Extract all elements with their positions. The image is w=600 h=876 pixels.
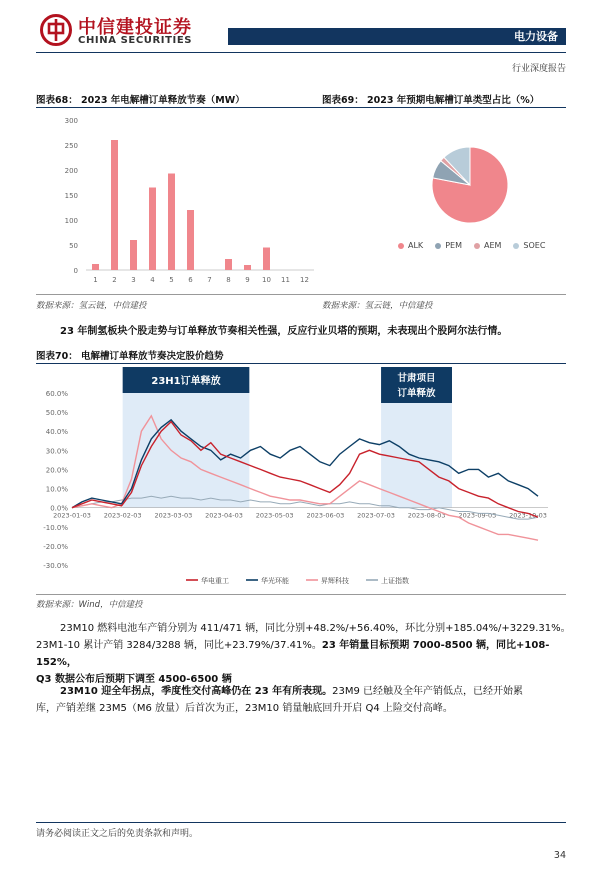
- legend-label: 华光环能: [261, 577, 289, 585]
- bar-10: [263, 248, 270, 271]
- line-xtick-label: 2023-02-03: [103, 511, 142, 520]
- paragraph-1: 23 年制氢板块个股走势与订单释放节奏相关性强，反应行业贝塔的预期，未表现出个股阿尔法行情。: [60, 326, 508, 337]
- footer-disclaimer: 请务必阅读正文之后的免责条款和声明。: [36, 829, 199, 839]
- bar-6: [187, 210, 194, 270]
- bar-ytick-label: 0: [73, 267, 78, 275]
- highlight-label-2-line2: 订单释放: [397, 388, 436, 399]
- paragraph-2-line3-bold: Q3 数据公布后预期下调至 4500-6500 辆: [36, 674, 232, 685]
- line-ytick-label: -20.0%: [43, 542, 68, 551]
- bar-3: [130, 240, 137, 270]
- fig-title-rule: [36, 107, 566, 108]
- company-name-en: CHINA SECURITIES: [78, 35, 193, 46]
- bar-2: [111, 140, 118, 270]
- legend-label: 上证指数: [381, 577, 409, 585]
- fig69-legend: [398, 241, 545, 250]
- bar-xtick-label: 2: [112, 276, 117, 284]
- line-xtick-label: 2023-05-03: [255, 511, 294, 520]
- report-type: 行业深度报告: [511, 64, 566, 74]
- company-name-cn: 中信建投证券: [78, 17, 192, 38]
- legend-label: 昇辉科技: [321, 577, 349, 585]
- bar-xtick-label: 12: [300, 276, 309, 284]
- bar-xtick-label: 6: [188, 276, 193, 284]
- paragraph-3-line2: 库，产销差继 23M5（M6 放量）后首次为正，23M10 销量触底回升开启 Q4 上险交付高峰。: [36, 703, 453, 714]
- paragraph-2-line1: 23M10 燃料电池车产销分别为 411/471 辆，同比分别+48.2%/+56.40%，环比分别+185.04%/+3229.31%。: [60, 623, 571, 634]
- line-xtick-label: 2023-08-03: [407, 511, 446, 520]
- pie-legend-item: [474, 241, 501, 250]
- line-xtick-label: 2023-06-03: [306, 511, 345, 520]
- legend-dot-icon: [398, 243, 404, 249]
- bar-4: [149, 188, 156, 271]
- legend-dot-icon: [435, 243, 441, 249]
- line-ytick-label: 0.0%: [50, 504, 68, 513]
- fig68-source: 数据来源：氢云链，中信建投: [36, 301, 147, 311]
- line-ytick-label: -30.0%: [43, 562, 68, 570]
- line-xtick-label: 2023-10-03: [509, 511, 547, 520]
- bar-9: [244, 265, 251, 270]
- bar-xtick-label: 8: [226, 276, 231, 284]
- fig68-title: 图表68： 2023 年电解槽订单释放节奏（MW）: [36, 95, 245, 106]
- bar-ytick-label: 100: [64, 217, 78, 225]
- paragraph-2-line2-bold: 23 年销量目标预期 7000-8500 辆，同比+108-152%，: [36, 640, 550, 668]
- paragraph-3: [36, 683, 576, 717]
- pie-legend-item: [513, 241, 545, 250]
- pie-legend-label: ALK: [408, 241, 424, 250]
- bar-xtick-label: 4: [150, 276, 155, 284]
- fig69-source: 数据来源：氢云链，中信建投: [322, 301, 433, 311]
- page-number: 34: [553, 850, 566, 861]
- header-rule: [36, 52, 566, 53]
- pie-legend-label: SOEC: [523, 241, 546, 250]
- pie-legend-label: AEM: [483, 241, 502, 250]
- bar-1: [92, 264, 99, 270]
- paragraph-3-line1-normal: 23M9 已经触及全年产销低点，已经开始累: [332, 686, 524, 697]
- fig70-bottom-rule: [36, 594, 566, 595]
- paragraph-2: [36, 620, 576, 688]
- bar-ytick-label: 250: [64, 142, 78, 150]
- legend-dot-icon: [513, 243, 519, 249]
- legend-label: 华电重工: [201, 577, 229, 585]
- fig68-bar-chart: [36, 110, 320, 292]
- bar-xtick-label: 1: [93, 276, 98, 284]
- bar-ytick-label: 200: [64, 167, 78, 175]
- bar-8: [225, 259, 232, 270]
- fig70-line-chart: [36, 365, 566, 593]
- bar-ytick-label: 50: [69, 242, 78, 250]
- bar-5: [168, 174, 175, 271]
- pie-legend-label: PEM: [445, 241, 462, 250]
- paragraph-2-line2: [36, 637, 576, 671]
- bar-xtick-label: 10: [262, 276, 271, 284]
- bar-ytick-label: 300: [64, 117, 78, 125]
- highlight-box-2: [381, 387, 452, 508]
- pie-legend-item: [398, 241, 423, 250]
- line-xtick-label: 2023-03-03: [154, 511, 193, 520]
- fig70-source: 数据来源：Wind，中信建投: [36, 600, 143, 610]
- line-ytick-label: 50.0%: [45, 409, 68, 418]
- paragraph-2-line2-normal: 23M1-10 累计产销 3284/3288 辆，同比+23.79%/37.41%。: [36, 640, 322, 651]
- fig-bottom-rule: [36, 294, 566, 295]
- line-xtick-label: 2023-09-03: [458, 511, 497, 520]
- line-ytick-label: 30.0%: [45, 447, 68, 456]
- bar-xtick-label: 3: [131, 276, 136, 284]
- bar-xtick-label: 11: [281, 276, 290, 284]
- line-ytick-label: 60.0%: [45, 390, 68, 398]
- line-ytick-label: 10.0%: [45, 485, 68, 494]
- fig69-title: 图表69： 2023 年预期电解槽订单类型占比（%）: [322, 95, 540, 106]
- line-ytick-label: 40.0%: [45, 428, 68, 437]
- footer-rule: [36, 822, 566, 823]
- line-ytick-label: -10.0%: [43, 523, 68, 532]
- highlight-label-2-line1: 甘肃项目: [397, 373, 436, 384]
- fig70-title-rule: [36, 363, 566, 364]
- highlight-box-1: [123, 387, 250, 508]
- bar-xtick-label: 9: [245, 276, 250, 284]
- bar-ytick-label: 150: [64, 192, 78, 200]
- highlight-label-1: 23H1订单释放: [151, 376, 221, 387]
- line-ytick-label: 20.0%: [45, 466, 68, 475]
- paragraph-3-line1-bold: 23M10 迎全年拐点，季度性交付高峰仍在 23 年有所表现。: [60, 686, 333, 697]
- legend-dot-icon: [474, 243, 480, 249]
- bar-xtick-label: 5: [169, 276, 174, 284]
- line-xtick-label: 2023-01-03: [53, 511, 91, 520]
- company-logo-icon: [40, 14, 72, 46]
- bar-xtick-label: 7: [207, 276, 212, 284]
- sector-label: 电力设备: [514, 30, 558, 43]
- fig69-pie-chart: [380, 135, 520, 235]
- fig70-title: 图表70： 电解槽订单释放节奏决定股价趋势: [36, 351, 224, 362]
- line-xtick-label: 2023-04-03: [205, 511, 243, 520]
- line-xtick-label: 2023-07-03: [357, 511, 395, 520]
- pie-legend-item: [435, 241, 462, 250]
